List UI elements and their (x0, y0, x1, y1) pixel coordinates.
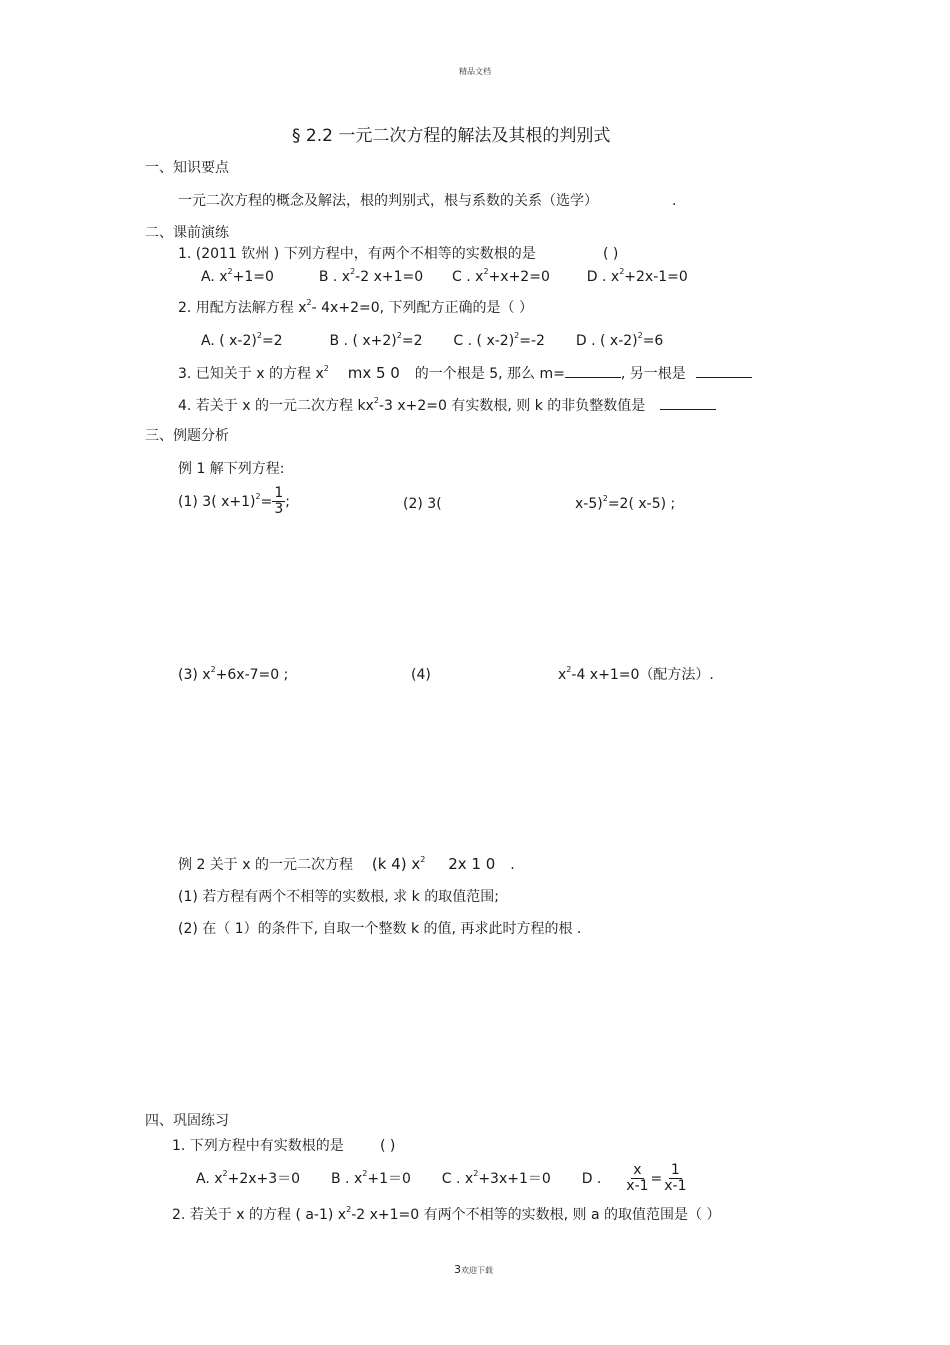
example-1-part-4-label: (4) (411, 667, 431, 683)
example-1-part-2-a: (2) 3( (403, 496, 442, 512)
s2-q2-option-d: D . ( x-2)$^2$=6 (575, 331, 664, 349)
s2-q2-option-c: C . ( x-2)$^2$=-2 (453, 331, 545, 349)
s2-q3: 3. 已知关于 x 的方程 $x^2$ mx 5 0 的一个根是 5, 那么 m= , 另一根是 (178, 365, 752, 381)
example-2-stem: 例 2 关于 x 的一元二次方程 (k 4) $x^2$ 2x 1 0 . (178, 855, 515, 873)
s4-q2: 2. 若关于 x 的方程 ( a-1) $x^2-2$ x+1=0 有两个不相等的实数根, 则 a 的取值范围是（ ） (172, 1205, 721, 1223)
section-2-heading: 二、课前演练 (145, 225, 229, 241)
s2-q2-options (201, 331, 664, 349)
s2-q1-stem: 1. (2011 钦州 ) 下列方程中，有两个不相等的实数根的是 (178, 246, 536, 262)
example-1-part-4-eq: $x^2-4$ x+1=0（配方法）. (558, 665, 714, 683)
s4-q1-options (196, 1163, 689, 1195)
fraction-1-over-x-minus-1: $\frac{1}{x-1}$ (664, 1162, 687, 1195)
example-1-part-2-b: x-5)$^2$=2( x-5) ; (575, 494, 676, 512)
s2-q2-stem: 2. 用配方法解方程 $x^2-$ 4x+2=0, 下列配方正确的是（ ） (178, 298, 533, 316)
page-number: 3 (454, 1263, 461, 1276)
example-2-question-1: (1) 若方程有两个不相等的实数根, 求 k 的取值范围; (178, 889, 499, 905)
section-4-heading: 四、巩固练习 (145, 1113, 229, 1129)
s4-q1-stem: 1. 下列方程中有实数根的是 (172, 1138, 344, 1154)
s2-q2-option-a: A. ( x-2)$^2$=2 (201, 331, 283, 349)
section-3-heading: 三、例题分析 (145, 428, 229, 444)
example-1-title: 例 1 解下列方程: (178, 461, 285, 477)
s2-q3-answer-blank-root[interactable] (696, 365, 752, 378)
footer-text: 欢迎下载 (461, 1266, 493, 1275)
s2-q2-option-b: B . ( x+2)$^2$=2 (329, 331, 423, 349)
s2-q1-option-a: A. $x^2+1=0$ (201, 267, 274, 285)
section-1-dot: . (672, 193, 677, 209)
s2-q1-option-d: D . $x^2+2x-1=0$ (586, 267, 688, 285)
fraction-x-over-x-minus-1: $\frac{x}{x-1}$ (626, 1162, 649, 1195)
s2-q1-options (201, 267, 688, 285)
section-1-heading: 一、知识要点 (145, 160, 229, 176)
s4-q1-option-a: A. $x^2+2x+3=0$ (196, 1168, 301, 1187)
s2-q1-option-b: B . $x^2-2$ x+1=0 (318, 267, 424, 285)
section-1-text: 一元二次方程的概念及解法，根的判别式，根与系数的关系（选学） (178, 193, 598, 209)
page-header: 精品文档 (459, 67, 491, 76)
s2-q4: 4. 若关于 x 的一元二次方程 $kx^2-3$ x+2=0 有实数根, 则 k 的非负整数值是 (178, 397, 716, 413)
example-1-part-1: (1) 3( x+1)$^2$= $\frac{1}{3}$ ; (178, 485, 290, 518)
s2-q3-answer-blank-m[interactable] (565, 365, 621, 378)
s2-q1-option-c: C . $x^2+x+2=0$ (452, 267, 550, 285)
s2-q1-paren: ( ) (603, 246, 619, 262)
s2-q4-answer-blank[interactable] (660, 397, 716, 410)
s4-q1-paren: ( ) (380, 1138, 396, 1154)
s4-q1-option-c: C . $x^2+3x+1=0$ (441, 1168, 551, 1187)
page-footer (454, 1262, 493, 1276)
example-2-question-2: (2) 在（ 1）的条件下, 自取一个整数 k 的值, 再求此时方程的根 . (178, 921, 582, 937)
example-1-part-3: (3) $x^2+6x-7=0$ ; (178, 665, 289, 683)
page-title: § 2.2 一元二次方程的解法及其根的判别式 (292, 126, 611, 146)
fraction-one-third: $\frac{1}{3}$ (274, 485, 284, 518)
s4-q1-option-d: D . $\frac{x}{x-1}$ = $\frac{1}{x-1}$ (581, 1162, 687, 1195)
s4-q1-option-b: B . $x^2+1=0$ (331, 1168, 411, 1187)
